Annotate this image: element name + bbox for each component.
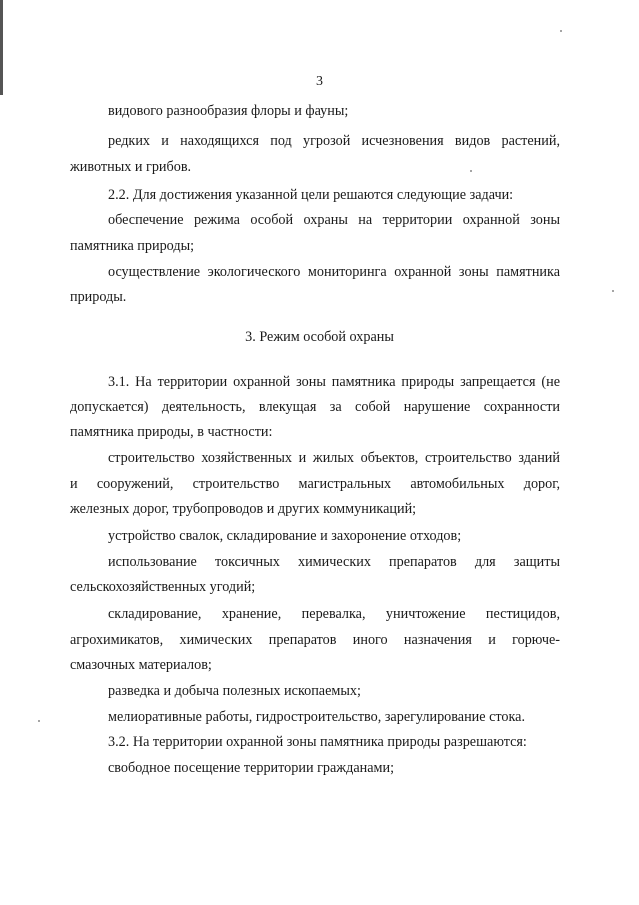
paragraph-line: свободное посещение территории гражданами; xyxy=(108,760,395,776)
paragraph-line: природы. xyxy=(70,289,127,305)
paragraph-line: разведка и добыча полезных ископаемых; xyxy=(108,683,361,699)
scan-speck xyxy=(560,30,562,32)
paragraph-line: допускается) деятельность, влекущая за собой нарушение сохранности xyxy=(70,399,560,415)
paragraph-line: смазочных материалов; xyxy=(70,657,212,673)
scan-speck xyxy=(38,720,40,722)
paragraph-line: агрохимикатов, химических препаратов иного назначения и горюче- xyxy=(70,632,560,648)
paragraph-line: редких и находящихся под угрозой исчезновения видов растений, xyxy=(108,133,560,149)
paragraph-line: железных дорог, трубопроводов и других коммуникаций; xyxy=(70,501,417,517)
paragraph-line: памятника природы, в частности: xyxy=(70,424,273,440)
paragraph-line: 3.1. На территории охранной зоны памятника природы запрещается (не xyxy=(108,374,560,390)
paragraph-line: строительство хозяйственных и жилых объектов, строительство зданий xyxy=(108,450,560,466)
scan-speck xyxy=(470,170,472,172)
paragraph-line: мелиоративные работы, гидростроительство, зарегулирование стока. xyxy=(108,709,526,725)
paragraph-line: и сооружений, строительство магистральных автомобильных дорог, xyxy=(70,476,560,492)
paragraph-line: сельскохозяйственных угодий; xyxy=(70,579,256,595)
paragraph-line: памятника природы; xyxy=(70,238,195,254)
paragraph-line: 2.2. Для достижения указанной цели решаются следующие задачи: xyxy=(108,187,514,203)
paragraph-line: животных и грибов. xyxy=(70,159,192,175)
paragraph-line: устройство свалок, складирование и захоронение отходов; xyxy=(108,528,462,544)
section-heading: 3. Режим особой охраны xyxy=(245,329,394,345)
scan-speck xyxy=(612,290,614,292)
paragraph-line: обеспечение режима особой охраны на территории охранной зоны xyxy=(108,212,560,228)
paragraph-line: осуществление экологического мониторинга охранной зоны памятника xyxy=(108,264,560,280)
page-number: 3 xyxy=(316,74,323,89)
paragraph-line: складирование, хранение, перевалка, уничтожение пестицидов, xyxy=(108,606,560,622)
paragraph-line: видового разнообразия флоры и фауны; xyxy=(108,103,349,119)
paragraph-line: 3.2. На территории охранной зоны памятника природы разрешаются: xyxy=(108,734,527,750)
paragraph-line: использование токсичных химических препаратов для защиты xyxy=(108,554,560,570)
